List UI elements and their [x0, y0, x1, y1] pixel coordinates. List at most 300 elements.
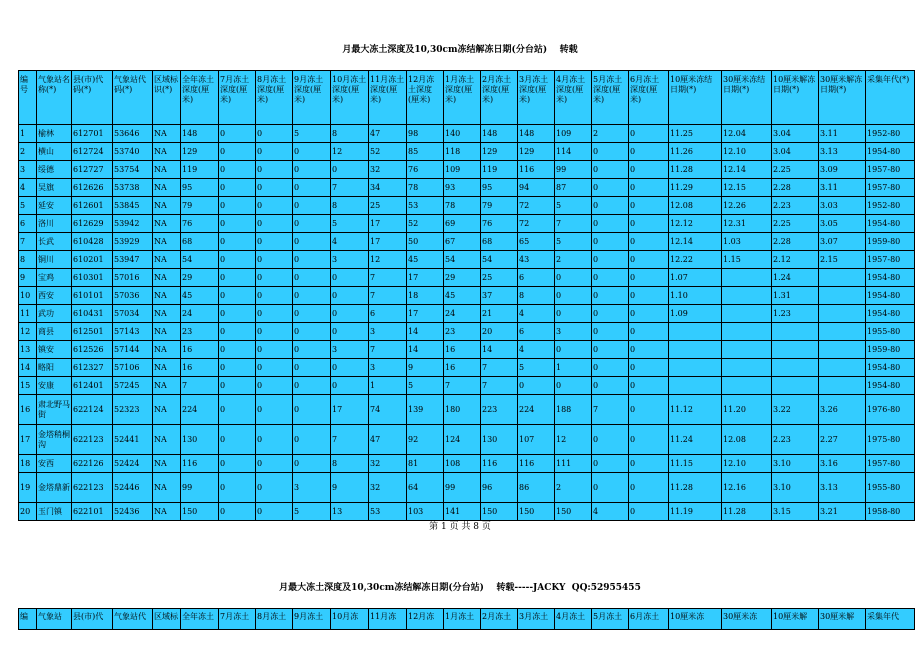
- table-cell: 12: [555, 425, 592, 455]
- table-cell: 21: [481, 305, 518, 323]
- table-cell: 13: [19, 341, 37, 359]
- table-cell: 1952-80: [866, 125, 915, 143]
- table-cell: 0: [293, 377, 331, 395]
- table-cell: 16: [444, 341, 481, 359]
- table-cell: 0: [592, 359, 629, 377]
- table-cell: 2.27: [819, 425, 866, 455]
- table-cell: 1954-80: [866, 287, 915, 305]
- table-cell: 2.28: [772, 179, 819, 197]
- table-row: [19, 425, 915, 455]
- table-cell: NA: [153, 323, 181, 341]
- table-cell: 1955-80: [866, 323, 915, 341]
- table-cell: 53: [369, 503, 407, 521]
- table-cell: 1.31: [772, 287, 819, 305]
- table-cell: 7: [19, 233, 37, 251]
- table-cell: 4: [331, 233, 369, 251]
- table-cell: 0: [219, 251, 256, 269]
- table-cell: NA: [153, 287, 181, 305]
- table-cell: 130: [181, 425, 219, 455]
- table-cell: 52436: [113, 503, 153, 521]
- column-header: 10厘米解冻日期(*): [772, 71, 819, 125]
- table-cell: 0: [629, 359, 669, 377]
- table-cell: 0: [555, 305, 592, 323]
- table-cell: 53929: [113, 233, 153, 251]
- table-cell: 622123: [72, 425, 113, 455]
- table-cell: 5: [293, 503, 331, 521]
- table-cell: 12.14: [722, 161, 772, 179]
- column-header: 全年冻土深度(厘米): [181, 71, 219, 125]
- column-header: 县(市)代码(*): [72, 71, 113, 125]
- table-cell: 96: [481, 473, 518, 503]
- table-cell: 2: [19, 143, 37, 161]
- table-cell: NA: [153, 425, 181, 455]
- table-cell: NA: [153, 455, 181, 473]
- table-cell: 17: [369, 233, 407, 251]
- table-cell: NA: [153, 251, 181, 269]
- table-cell: 0: [592, 161, 629, 179]
- table-cell: 2: [592, 125, 629, 143]
- table-cell: 0: [293, 395, 331, 425]
- table-cell: 92: [407, 425, 444, 455]
- table-cell: 0: [592, 269, 629, 287]
- table-cell: NA: [153, 473, 181, 503]
- table-cell: 45: [181, 287, 219, 305]
- frozen-soil-table-page-2: [18, 608, 915, 630]
- table-cell: 17: [331, 395, 369, 425]
- table-cell: 1957-80: [866, 251, 915, 269]
- table-cell: 45: [407, 251, 444, 269]
- table-cell: 1954-80: [866, 143, 915, 161]
- table-cell: 6: [518, 269, 555, 287]
- table-cell: [722, 305, 772, 323]
- column-header: 10月冻: [331, 609, 369, 630]
- table-cell: 99: [444, 473, 481, 503]
- table-cell: 52: [407, 215, 444, 233]
- table-cell: 223: [481, 395, 518, 425]
- table-cell: 0: [293, 425, 331, 455]
- table-cell: 0: [331, 269, 369, 287]
- table-cell: 622123: [72, 473, 113, 503]
- table-cell: 11.19: [669, 503, 722, 521]
- table-cell: 25: [481, 269, 518, 287]
- table-cell: 612626: [72, 179, 113, 197]
- table-cell: 52446: [113, 473, 153, 503]
- table-cell: 224: [518, 395, 555, 425]
- table-cell: [772, 377, 819, 395]
- table-cell: 11.12: [669, 395, 722, 425]
- table-cell: 3.04: [772, 143, 819, 161]
- column-header: 6月冻土深度(厘米): [629, 71, 669, 125]
- table-cell: 0: [293, 323, 331, 341]
- table-cell: 绥德: [37, 161, 72, 179]
- table-cell: 57245: [113, 377, 153, 395]
- table-cell: 150: [481, 503, 518, 521]
- table-row: [19, 143, 915, 161]
- table-cell: 10: [19, 287, 37, 305]
- table-cell: 53740: [113, 143, 153, 161]
- table-cell: 延安: [37, 197, 72, 215]
- table-row: [19, 341, 915, 359]
- table-cell: 0: [629, 455, 669, 473]
- table-cell: 2.23: [772, 197, 819, 215]
- table-cell: [669, 359, 722, 377]
- table-cell: 5: [19, 197, 37, 215]
- table-cell: 0: [256, 233, 293, 251]
- table-cell: 2: [555, 473, 592, 503]
- table-cell: 0: [256, 143, 293, 161]
- table-cell: 8: [331, 125, 369, 143]
- table-cell: NA: [153, 503, 181, 521]
- table-cell: 1.24: [772, 269, 819, 287]
- table-cell: 53646: [113, 125, 153, 143]
- table-cell: 32: [369, 455, 407, 473]
- table-cell: 0: [331, 359, 369, 377]
- table-cell: 0: [219, 503, 256, 521]
- table-cell: 610201: [72, 251, 113, 269]
- table-cell: 622124: [72, 395, 113, 425]
- table-cell: 119: [481, 161, 518, 179]
- table-cell: 57144: [113, 341, 153, 359]
- table-cell: 52441: [113, 425, 153, 455]
- table-cell: 76: [481, 215, 518, 233]
- table-cell: 37: [481, 287, 518, 305]
- table-cell: 1: [369, 377, 407, 395]
- table-cell: NA: [153, 269, 181, 287]
- table-cell: 45: [444, 287, 481, 305]
- table-cell: 0: [592, 179, 629, 197]
- table-cell: 69: [444, 215, 481, 233]
- table-cell: 吴旗: [37, 179, 72, 197]
- table-cell: [669, 341, 722, 359]
- table-cell: 3: [331, 251, 369, 269]
- table-cell: 0: [592, 377, 629, 395]
- table-cell: [819, 377, 866, 395]
- table-row: [19, 215, 915, 233]
- table-cell: 129: [518, 143, 555, 161]
- column-header: 6月冻土: [629, 609, 669, 630]
- table-cell: 94: [518, 179, 555, 197]
- table-cell: 16: [19, 395, 37, 425]
- table-cell: 98: [407, 125, 444, 143]
- table-cell: 114: [555, 143, 592, 161]
- table-cell: 622101: [72, 503, 113, 521]
- table-cell: 64: [407, 473, 444, 503]
- table-cell: 金塔稍桐沟: [37, 425, 72, 455]
- table-cell: 43: [518, 251, 555, 269]
- table-cell: 8: [518, 287, 555, 305]
- column-header: 采集年代(*): [866, 71, 915, 125]
- table-cell: 武功: [37, 305, 72, 323]
- page-title-2: 月最大冻土深度及10,30cm冻结解冻日期(分台站) 转载-----JACKY QQ:52955455: [279, 583, 641, 593]
- table-cell: 612601: [72, 197, 113, 215]
- table-cell: 0: [219, 269, 256, 287]
- table-cell: 612401: [72, 377, 113, 395]
- table-cell: 12.22: [669, 251, 722, 269]
- table-cell: 0: [219, 215, 256, 233]
- table-cell: 长武: [37, 233, 72, 251]
- table-cell: 0: [293, 233, 331, 251]
- table-cell: 99: [555, 161, 592, 179]
- table-cell: [772, 323, 819, 341]
- table-cell: 118: [444, 143, 481, 161]
- table-cell: 0: [331, 161, 369, 179]
- table-cell: 14: [19, 359, 37, 377]
- column-header: 8月冻土: [256, 609, 293, 630]
- table-cell: 52424: [113, 455, 153, 473]
- table-cell: 7: [369, 287, 407, 305]
- table-cell: 150: [518, 503, 555, 521]
- table-cell: NA: [153, 125, 181, 143]
- table-cell: 0: [629, 287, 669, 305]
- table-cell: 0: [629, 305, 669, 323]
- table-cell: 15: [19, 377, 37, 395]
- table-cell: 0: [555, 341, 592, 359]
- table-cell: 32: [369, 161, 407, 179]
- table-cell: 29: [444, 269, 481, 287]
- table-cell: 0: [331, 377, 369, 395]
- table-cell: 53845: [113, 197, 153, 215]
- table-cell: 150: [181, 503, 219, 521]
- table-row: [19, 455, 915, 473]
- table-cell: 612327: [72, 359, 113, 377]
- table-cell: 1976-80: [866, 395, 915, 425]
- table-cell: 1.15: [722, 251, 772, 269]
- table-cell: 180: [444, 395, 481, 425]
- table-cell: [819, 269, 866, 287]
- table-cell: 1.03: [722, 233, 772, 251]
- table-cell: 西安: [37, 287, 72, 305]
- table-row: [19, 125, 915, 143]
- table-cell: 5: [407, 377, 444, 395]
- table-cell: NA: [153, 161, 181, 179]
- table-cell: 25: [369, 197, 407, 215]
- table-cell: [722, 323, 772, 341]
- table-cell: 78: [444, 197, 481, 215]
- table-cell: 23: [181, 323, 219, 341]
- column-header: 气象站代码(*): [113, 71, 153, 125]
- table-cell: 14: [407, 323, 444, 341]
- table-cell: 12.16: [722, 473, 772, 503]
- table-cell: 6: [518, 323, 555, 341]
- table-cell: 116: [481, 455, 518, 473]
- table-cell: 108: [444, 455, 481, 473]
- table-cell: 52: [369, 143, 407, 161]
- table-cell: 0: [592, 287, 629, 305]
- table-cell: 3.26: [819, 395, 866, 425]
- table-cell: 0: [555, 269, 592, 287]
- column-header: 2月冻土: [481, 609, 518, 630]
- table-cell: 1.07: [669, 269, 722, 287]
- table-cell: 612629: [72, 215, 113, 233]
- table-cell: 57036: [113, 287, 153, 305]
- table-cell: 107: [518, 425, 555, 455]
- table-cell: 139: [407, 395, 444, 425]
- table-cell: 5: [331, 215, 369, 233]
- table-cell: [819, 323, 866, 341]
- column-header: 30厘米解: [819, 609, 866, 630]
- table-cell: 6: [19, 215, 37, 233]
- table-cell: 1959-80: [866, 233, 915, 251]
- column-header: 3月冻土深度(厘米): [518, 71, 555, 125]
- table-cell: 1957-80: [866, 161, 915, 179]
- table-cell: 20: [481, 323, 518, 341]
- column-header: 气象站: [37, 609, 72, 630]
- table-cell: 76: [407, 161, 444, 179]
- table-cell: 148: [518, 125, 555, 143]
- table-cell: 2.15: [819, 251, 866, 269]
- table-cell: 11.29: [669, 179, 722, 197]
- table-cell: [722, 287, 772, 305]
- table-cell: 0: [219, 305, 256, 323]
- table-cell: 洛川: [37, 215, 72, 233]
- column-header: 9月冻土: [293, 609, 331, 630]
- table-cell: [819, 359, 866, 377]
- table-cell: 0: [256, 503, 293, 521]
- table-cell: 65: [518, 233, 555, 251]
- table-cell: 0: [629, 233, 669, 251]
- table-cell: 0: [219, 359, 256, 377]
- column-header: 1月冻土: [444, 609, 481, 630]
- table-cell: 16: [181, 341, 219, 359]
- table-cell: 1.09: [669, 305, 722, 323]
- table-cell: 4: [518, 341, 555, 359]
- table-cell: 0: [256, 161, 293, 179]
- table-cell: 12: [331, 143, 369, 161]
- table-cell: 53942: [113, 215, 153, 233]
- table-cell: 124: [444, 425, 481, 455]
- column-header: 5月冻土: [592, 609, 629, 630]
- table-cell: 0: [592, 215, 629, 233]
- table-header-row-2: [19, 609, 915, 630]
- table-cell: 7: [331, 179, 369, 197]
- table-row: [19, 323, 915, 341]
- table-cell: 3.22: [772, 395, 819, 425]
- table-cell: 0: [629, 341, 669, 359]
- column-header: 8月冻土深度(厘米): [256, 71, 293, 125]
- table-row: [19, 251, 915, 269]
- table-cell: 3: [555, 323, 592, 341]
- table-cell: 3.11: [819, 125, 866, 143]
- table-cell: 1954-80: [866, 377, 915, 395]
- table-cell: 0: [629, 161, 669, 179]
- table-cell: 2.28: [772, 233, 819, 251]
- table-cell: 11.24: [669, 425, 722, 455]
- table-row: [19, 503, 915, 521]
- table-cell: 81: [407, 455, 444, 473]
- table-cell: 85: [407, 143, 444, 161]
- table-cell: NA: [153, 359, 181, 377]
- table-cell: 19: [19, 473, 37, 503]
- frozen-soil-table: [18, 70, 915, 521]
- table-cell: 0: [629, 425, 669, 455]
- table-cell: 103: [407, 503, 444, 521]
- table-cell: 5: [555, 197, 592, 215]
- column-header: 全年冻土: [181, 609, 219, 630]
- table-cell: 76: [181, 215, 219, 233]
- table-cell: 2: [555, 251, 592, 269]
- table-cell: 53: [407, 197, 444, 215]
- table-cell: 34: [369, 179, 407, 197]
- table-cell: 12.12: [669, 215, 722, 233]
- table-cell: 141: [444, 503, 481, 521]
- table-cell: 3.11: [819, 179, 866, 197]
- column-header: 12月冻: [407, 609, 444, 630]
- table-cell: 12.08: [722, 425, 772, 455]
- table-cell: 130: [481, 425, 518, 455]
- table-cell: 0: [256, 197, 293, 215]
- table-cell: [819, 305, 866, 323]
- table-cell: 20: [19, 503, 37, 521]
- table-cell: 0: [629, 179, 669, 197]
- column-header: 30厘米冻: [722, 609, 772, 630]
- table-cell: 8: [331, 455, 369, 473]
- table-cell: 0: [219, 323, 256, 341]
- table-cell: 129: [181, 143, 219, 161]
- table-cell: 0: [256, 179, 293, 197]
- table-cell: 商县: [37, 323, 72, 341]
- table-cell: 11.28: [669, 473, 722, 503]
- table-cell: 1: [19, 125, 37, 143]
- table-cell: 17: [407, 269, 444, 287]
- table-cell: 54: [481, 251, 518, 269]
- table-row: [19, 305, 915, 323]
- table-cell: 116: [181, 455, 219, 473]
- table-cell: 0: [518, 377, 555, 395]
- table-cell: 7: [592, 395, 629, 425]
- column-header: 30厘米冻结日期(*): [722, 71, 772, 125]
- table-cell: 11.28: [722, 503, 772, 521]
- table-cell: 3: [369, 359, 407, 377]
- table-cell: 17: [369, 215, 407, 233]
- table-cell: 0: [219, 425, 256, 455]
- table-cell: 148: [481, 125, 518, 143]
- table-row: [19, 359, 915, 377]
- table-cell: 0: [256, 323, 293, 341]
- table-cell: 4: [19, 179, 37, 197]
- table-cell: 0: [293, 341, 331, 359]
- table-cell: 50: [407, 233, 444, 251]
- table-cell: 5: [555, 233, 592, 251]
- table-cell: 11.25: [669, 125, 722, 143]
- table-cell: 9: [407, 359, 444, 377]
- table-cell: 0: [293, 359, 331, 377]
- table-cell: 镇安: [37, 341, 72, 359]
- table-cell: NA: [153, 341, 181, 359]
- column-header: 12月冻土深度(厘米): [407, 71, 444, 125]
- table-cell: 1954-80: [866, 215, 915, 233]
- table-cell: 72: [518, 197, 555, 215]
- table-cell: 0: [293, 455, 331, 473]
- table-cell: 3.13: [819, 143, 866, 161]
- table-cell: 12.31: [722, 215, 772, 233]
- table-cell: 612701: [72, 125, 113, 143]
- column-header: 9月冻土深度(厘米): [293, 71, 331, 125]
- table-cell: 0: [219, 197, 256, 215]
- table-cell: [722, 341, 772, 359]
- table-cell: 116: [518, 161, 555, 179]
- table-cell: 5: [518, 359, 555, 377]
- column-header: 30厘米解冻日期(*): [819, 71, 866, 125]
- table-cell: 0: [256, 341, 293, 359]
- table-cell: 5: [293, 125, 331, 143]
- table-cell: 0: [219, 377, 256, 395]
- table-cell: 0: [592, 425, 629, 455]
- table-cell: 7: [444, 377, 481, 395]
- column-header: 11月冻土深度(厘米): [369, 71, 407, 125]
- table-cell: 32: [369, 473, 407, 503]
- table-cell: 24: [444, 305, 481, 323]
- table-cell: [819, 287, 866, 305]
